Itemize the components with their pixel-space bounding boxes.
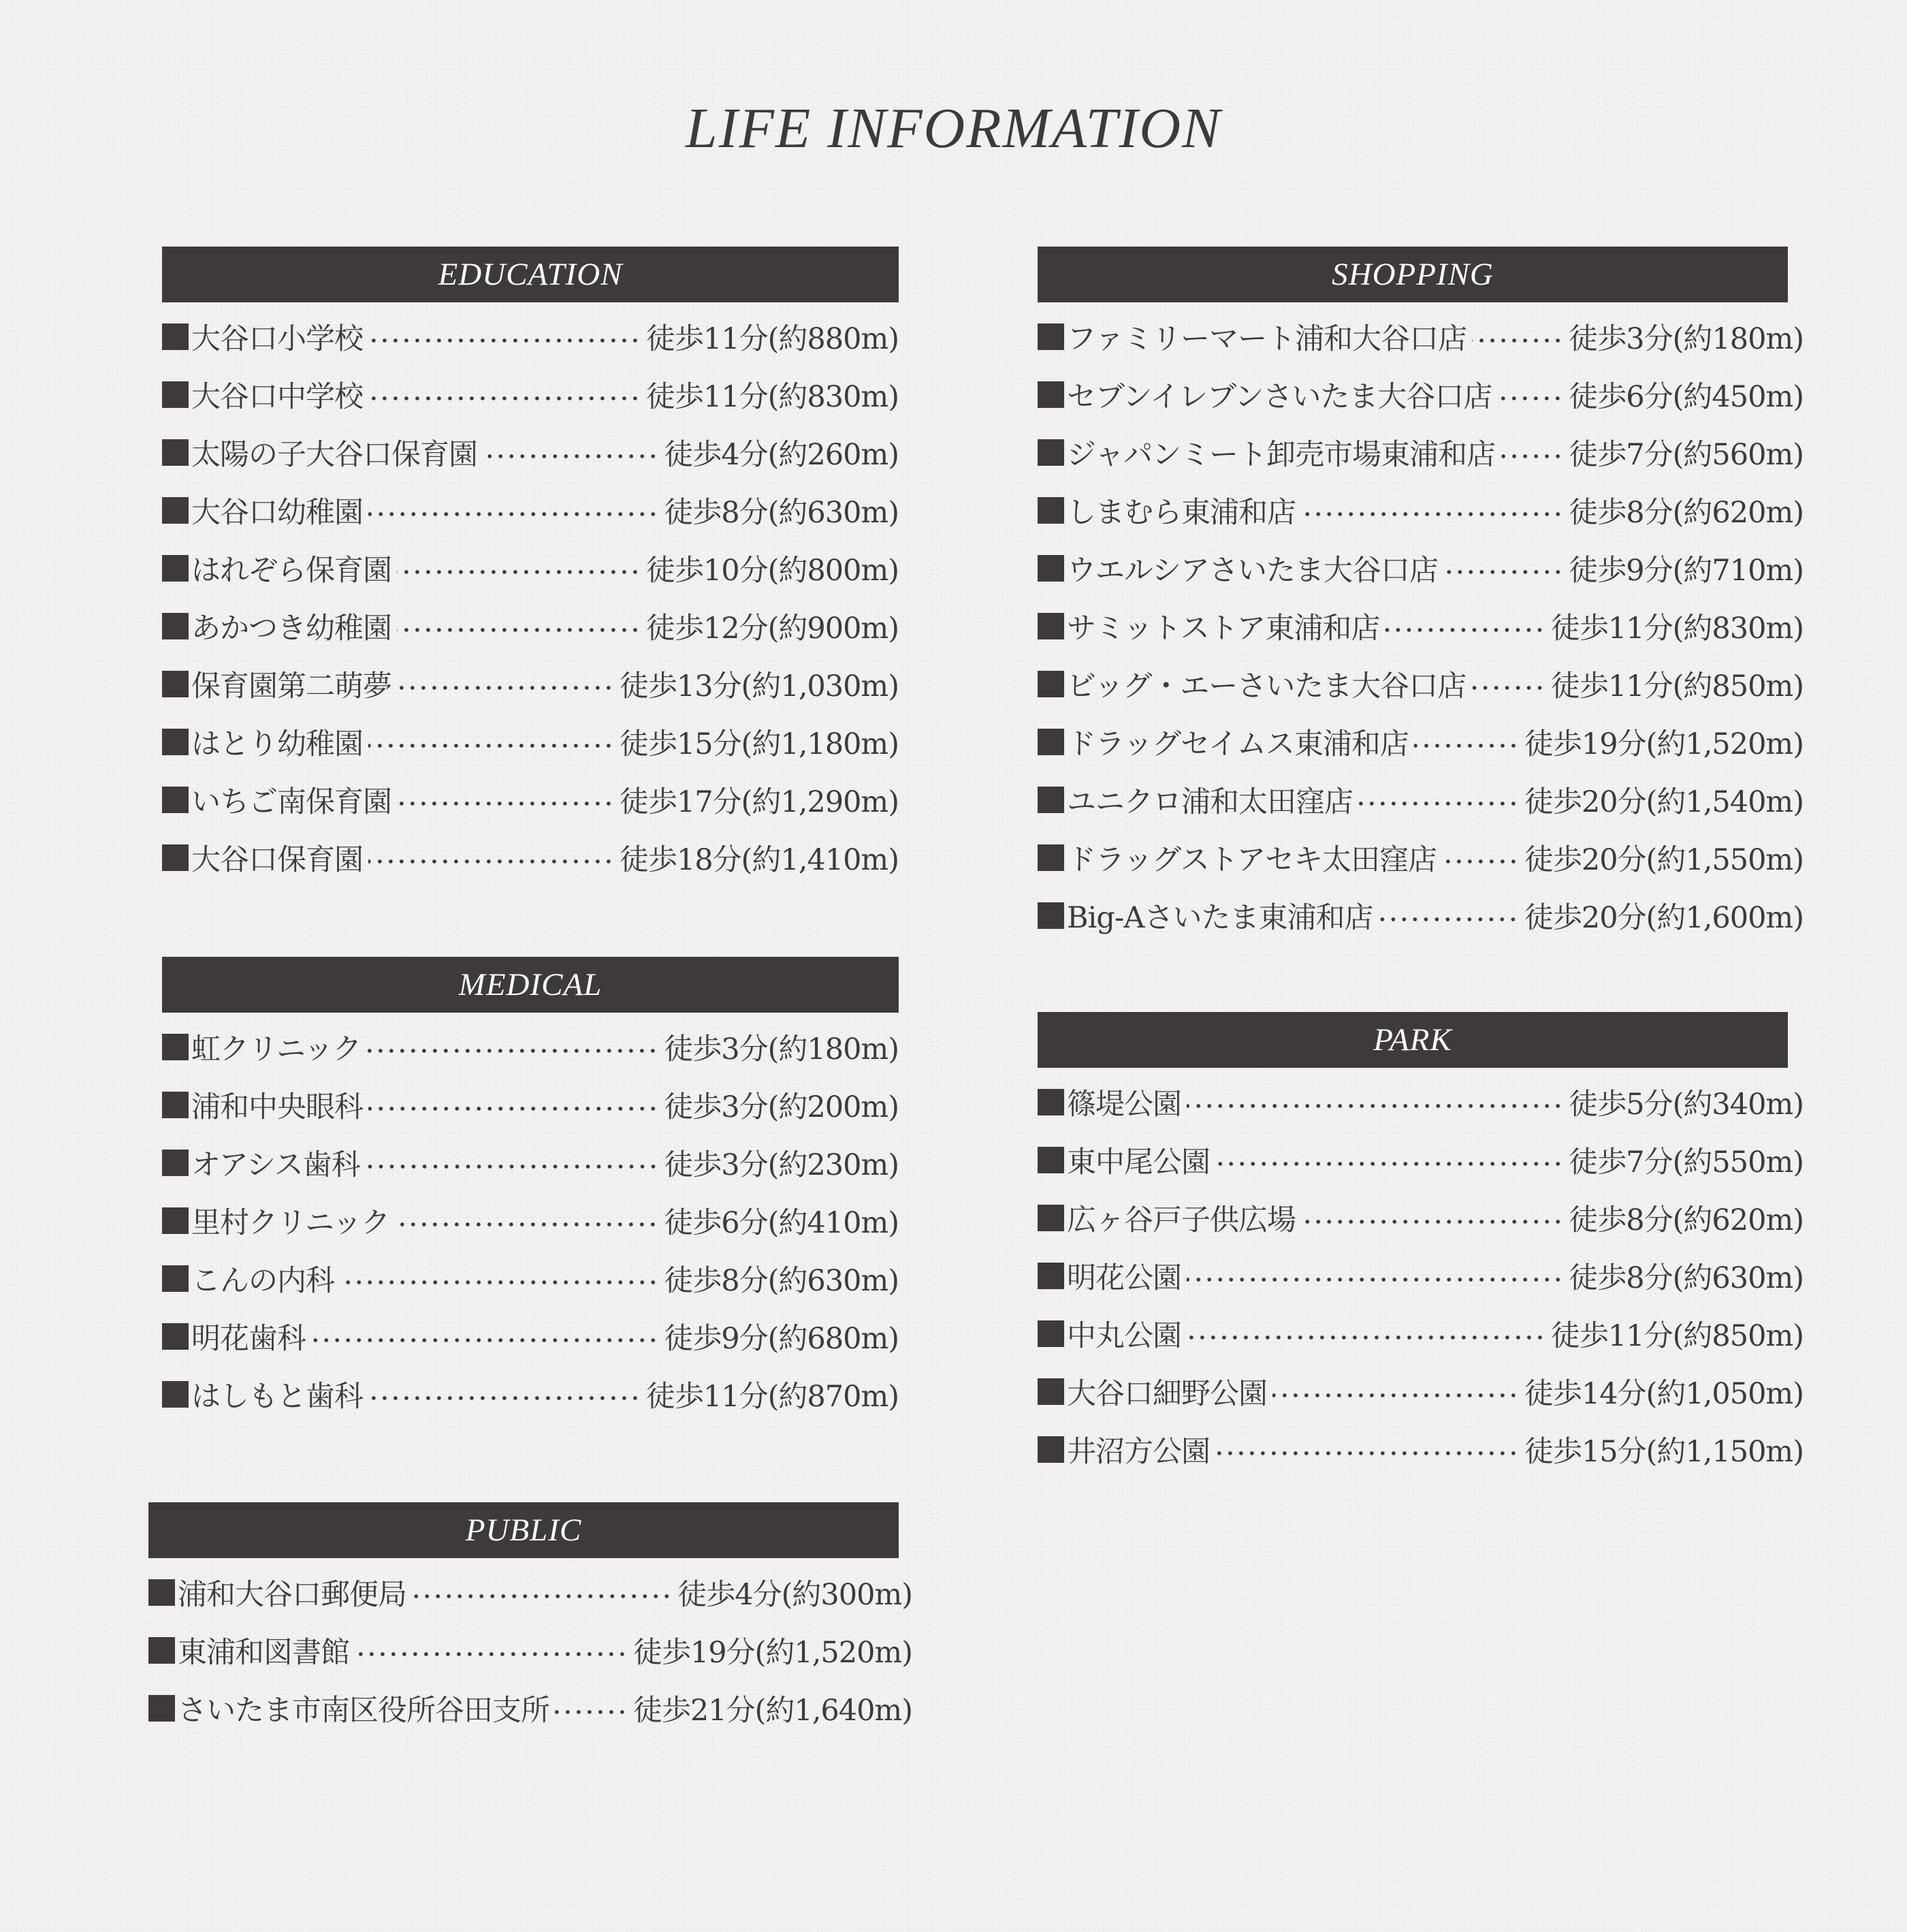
dotted-leader [368, 338, 641, 343]
facility-name: 浦和中央眼科 [191, 1090, 363, 1124]
bullet-square-icon [1038, 613, 1064, 639]
shopping-item [1038, 713, 1804, 771]
facility-name: はしもと歯科 [191, 1380, 363, 1414]
walking-distance: 徒歩8分(約620m) [1569, 1203, 1804, 1237]
bullet-square-icon [162, 729, 189, 755]
park-item [1038, 1247, 1804, 1305]
walking-distance: 徒歩21分(約1,640m) [632, 1694, 912, 1728]
dotted-leader [1472, 338, 1563, 343]
dotted-leader [1301, 511, 1563, 517]
walking-distance: 徒歩3分(約180m) [664, 1032, 899, 1066]
dotted-leader [397, 627, 641, 633]
dotted-leader [340, 1280, 658, 1285]
bullet-square-icon [162, 844, 189, 871]
dotted-leader [368, 1395, 641, 1401]
facility-name: 大谷口細野公園 [1067, 1377, 1267, 1411]
facility-name: 大谷口幼稚園 [191, 496, 363, 530]
medical-item [162, 1134, 899, 1192]
facility-name: こんの内科 [191, 1264, 334, 1298]
walking-distance: 徒歩18分(約1,410m) [619, 843, 899, 877]
walking-distance: 徒歩15分(約1,180m) [619, 727, 899, 761]
shopping-item [1038, 887, 1804, 945]
walking-distance: 徒歩11分(約880m) [645, 322, 899, 356]
dotted-leader [1497, 396, 1563, 401]
facility-name: 明花公園 [1067, 1261, 1181, 1295]
bullet-square-icon [1038, 497, 1064, 524]
park-item [1038, 1363, 1804, 1421]
dotted-leader [1378, 917, 1518, 922]
education-item [162, 539, 899, 597]
walking-distance: 徒歩14分(約1,050m) [1524, 1377, 1804, 1411]
dotted-leader [368, 511, 658, 517]
medical-item [162, 1076, 899, 1134]
facility-name: ジャパンミート卸売市場東浦和店 [1067, 438, 1496, 472]
walking-distance: 徒歩17分(約1,290m) [619, 785, 899, 819]
walking-distance: 徒歩4分(約300m) [677, 1578, 912, 1612]
facility-name: 浦和大谷口郵便局 [178, 1578, 406, 1612]
bullet-square-icon [162, 1034, 189, 1060]
park-item [1038, 1189, 1804, 1247]
bullet-square-icon [162, 497, 189, 524]
walking-distance: 徒歩8分(約630m) [664, 496, 899, 530]
dotted-leader [1443, 569, 1563, 575]
facility-name: サミットストア東浦和店 [1067, 612, 1380, 646]
facility-name: 明花歯科 [191, 1322, 306, 1356]
park-item [1038, 1073, 1804, 1131]
dotted-leader [397, 569, 641, 575]
education-item [162, 771, 899, 829]
park-section [1038, 1012, 1804, 1478]
dotted-leader [366, 1048, 658, 1054]
bullet-square-icon [162, 1092, 189, 1118]
facility-name: 大谷口中学校 [191, 380, 363, 414]
walking-distance: 徒歩13分(約1,030m) [619, 669, 899, 703]
facility-name: 太陽の子大谷口保育園 [191, 438, 477, 472]
facility-name: オアシス歯科 [191, 1148, 360, 1182]
bullet-square-icon [1038, 1263, 1064, 1289]
bullet-square-icon [162, 787, 189, 813]
facility-name: 虹クリニック [191, 1032, 362, 1066]
walking-distance: 徒歩7分(約560m) [1569, 438, 1804, 472]
walking-distance: 徒歩3分(約230m) [664, 1148, 899, 1182]
education-item [162, 366, 899, 424]
walking-distance: 徒歩20分(約1,540m) [1524, 785, 1804, 819]
bullet-square-icon [162, 381, 189, 408]
bullet-square-icon [162, 1381, 189, 1408]
dotted-leader [1272, 1393, 1519, 1398]
dotted-leader [483, 454, 658, 459]
page-title: LIFE INFORMATION [685, 97, 1222, 160]
education-item [162, 655, 899, 713]
bullet-square-icon [162, 323, 189, 350]
education-item [162, 424, 899, 481]
dotted-leader [1187, 1277, 1563, 1282]
dotted-leader [366, 1164, 659, 1169]
walking-distance: 徒歩5分(約340m) [1569, 1088, 1804, 1122]
bullet-square-icon [162, 1207, 189, 1234]
walking-distance: 徒歩19分(約1,520m) [1524, 727, 1804, 761]
walking-distance: 徒歩20分(約1,600m) [1524, 901, 1804, 935]
shopping-item [1038, 829, 1804, 887]
walking-distance: 徒歩9分(約680m) [664, 1322, 899, 1356]
facility-name: ビッグ・エーさいたま大谷口店 [1067, 669, 1467, 703]
dotted-leader [1501, 454, 1563, 459]
bullet-square-icon [148, 1695, 175, 1722]
walking-distance: 徒歩3分(約180m) [1569, 322, 1804, 356]
facility-name: セブンイレブンさいたま大谷口店 [1067, 380, 1492, 414]
facility-name: 東中尾公園 [1067, 1145, 1210, 1179]
park-item [1038, 1131, 1804, 1189]
facility-name: 保育園第二萌夢 [191, 669, 391, 703]
dotted-leader [311, 1337, 658, 1343]
bullet-square-icon [162, 439, 189, 466]
park-item [1038, 1421, 1804, 1478]
shopping-item [1038, 366, 1804, 424]
bullet-square-icon [162, 1323, 189, 1350]
facility-name: はれぞら保育園 [191, 554, 391, 588]
facility-name: しまむら東浦和店 [1067, 496, 1296, 530]
education-item [162, 597, 899, 655]
medical-item [162, 1308, 899, 1365]
dotted-leader [1471, 685, 1545, 691]
dotted-leader [1414, 743, 1519, 748]
bullet-square-icon [1038, 381, 1064, 408]
bullet-square-icon [1038, 787, 1064, 813]
park-item [1038, 1305, 1804, 1363]
facility-name: 東浦和図書館 [178, 1636, 349, 1670]
walking-distance: 徒歩15分(約1,150m) [1524, 1435, 1804, 1469]
education-list [162, 308, 899, 887]
walking-distance: 徒歩11分(約870m) [645, 1380, 899, 1414]
walking-distance: 徒歩11分(約850m) [1550, 669, 1804, 703]
walking-distance: 徒歩20分(約1,550m) [1524, 843, 1804, 877]
dotted-leader [395, 1222, 658, 1227]
shopping-heading: SHOPPING [1038, 247, 1788, 302]
public-item [148, 1679, 912, 1737]
shopping-section [1038, 247, 1804, 945]
shopping-item [1038, 597, 1804, 655]
dotted-leader [1442, 859, 1519, 864]
dotted-leader [1358, 801, 1519, 806]
dotted-leader [1215, 1161, 1563, 1167]
facility-name: 広ヶ谷戸子供広場 [1067, 1203, 1296, 1237]
medical-item [162, 1018, 899, 1076]
walking-distance: 徒歩6分(約410m) [664, 1206, 899, 1240]
shopping-item [1038, 539, 1804, 597]
dotted-leader [1385, 627, 1545, 633]
dotted-leader [397, 685, 614, 691]
dotted-leader [1187, 1335, 1545, 1340]
walking-distance: 徒歩12分(約900m) [645, 612, 899, 646]
bullet-square-icon [1038, 1089, 1064, 1115]
facility-name: ファミリーマート浦和大谷口店 [1067, 322, 1467, 356]
walking-distance: 徒歩10分(約800m) [645, 554, 899, 588]
education-item [162, 829, 899, 887]
bullet-square-icon [1038, 1320, 1064, 1347]
bullet-square-icon [148, 1579, 175, 1606]
facility-name: 井沼方公園 [1067, 1435, 1210, 1469]
bullet-square-icon [1038, 902, 1064, 929]
bullet-square-icon [1038, 671, 1064, 697]
park-list [1038, 1073, 1804, 1478]
education-item [162, 713, 899, 771]
facility-name: さいたま市南区役所谷田支所 [178, 1694, 549, 1728]
education-heading: EDUCATION [162, 247, 899, 302]
bullet-square-icon [1038, 1436, 1064, 1463]
bullet-square-icon [1038, 729, 1064, 755]
medical-item [162, 1365, 899, 1423]
public-heading: PUBLIC [148, 1502, 899, 1558]
facility-name: Big-Aさいたま東浦和店 [1067, 901, 1373, 935]
walking-distance: 徒歩4分(約260m) [664, 438, 899, 472]
bullet-square-icon [1038, 1205, 1064, 1231]
walking-distance: 徒歩19分(約1,520m) [632, 1636, 912, 1670]
facility-name: ユニクロ浦和太田窪店 [1067, 785, 1353, 819]
bullet-square-icon [162, 1150, 189, 1176]
shopping-item [1038, 481, 1804, 539]
medical-item [162, 1192, 899, 1250]
dotted-leader [555, 1709, 628, 1715]
medical-item [162, 1250, 899, 1308]
public-item [148, 1564, 912, 1621]
medical-section [162, 957, 899, 1423]
bullet-square-icon [148, 1637, 175, 1664]
bullet-square-icon [162, 555, 189, 582]
walking-distance: 徒歩7分(約550m) [1569, 1145, 1804, 1179]
dotted-leader [368, 859, 614, 864]
medical-list [162, 1018, 899, 1423]
shopping-item [1038, 308, 1804, 366]
bullet-square-icon [162, 671, 189, 697]
walking-distance: 徒歩8分(約630m) [1569, 1261, 1804, 1295]
walking-distance: 徒歩11分(約830m) [1550, 612, 1804, 646]
facility-name: あかつき幼稚園 [191, 612, 391, 646]
public-list [148, 1564, 912, 1737]
dotted-leader [1187, 1103, 1563, 1109]
walking-distance: 徒歩3分(約200m) [664, 1090, 899, 1124]
walking-distance: 徒歩11分(約850m) [1550, 1319, 1804, 1353]
dotted-leader [1301, 1219, 1563, 1224]
walking-distance: 徒歩8分(約630m) [664, 1264, 899, 1298]
dotted-leader [368, 743, 614, 748]
dotted-leader [397, 801, 614, 806]
shopping-item [1038, 655, 1804, 713]
walking-distance: 徒歩6分(約450m) [1569, 380, 1804, 414]
education-item [162, 481, 899, 539]
facility-name: いちご南保育園 [191, 785, 391, 819]
education-item [162, 308, 899, 366]
facility-name: ウエルシアさいたま大谷口店 [1067, 554, 1438, 588]
bullet-square-icon [1038, 1147, 1064, 1173]
walking-distance: 徒歩8分(約620m) [1569, 496, 1804, 530]
facility-name: 大谷口保育園 [191, 843, 363, 877]
facility-name: 里村クリニック [191, 1206, 390, 1240]
facility-name: ドラッグセイムス東浦和店 [1067, 727, 1409, 761]
walking-distance: 徒歩11分(約830m) [645, 380, 899, 414]
medical-heading: MEDICAL [162, 957, 899, 1013]
bullet-square-icon [1038, 439, 1064, 466]
public-item [148, 1621, 912, 1679]
education-section [162, 247, 899, 887]
dotted-leader [368, 1106, 658, 1111]
public-section [148, 1502, 912, 1737]
bullet-square-icon [1038, 555, 1064, 582]
shopping-list [1038, 308, 1804, 945]
dotted-leader [412, 1594, 672, 1599]
dotted-leader [1215, 1451, 1519, 1456]
facility-name: ドラッグストアセキ太田窪店 [1067, 843, 1437, 877]
bullet-square-icon [162, 613, 189, 639]
dotted-leader [355, 1651, 628, 1657]
facility-name: 中丸公園 [1067, 1319, 1181, 1353]
shopping-item [1038, 771, 1804, 829]
facility-name: 大谷口小学校 [191, 322, 363, 356]
walking-distance: 徒歩9分(約710m) [1569, 554, 1804, 588]
dotted-leader [368, 396, 641, 401]
bullet-square-icon [162, 1265, 189, 1292]
shopping-item [1038, 424, 1804, 481]
bullet-square-icon [1038, 1378, 1064, 1405]
bullet-square-icon [1038, 323, 1064, 350]
park-heading: PARK [1038, 1012, 1788, 1068]
bullet-square-icon [1038, 844, 1064, 871]
facility-name: はとり幼稚園 [191, 727, 363, 761]
facility-name: 篠堤公園 [1067, 1088, 1181, 1122]
